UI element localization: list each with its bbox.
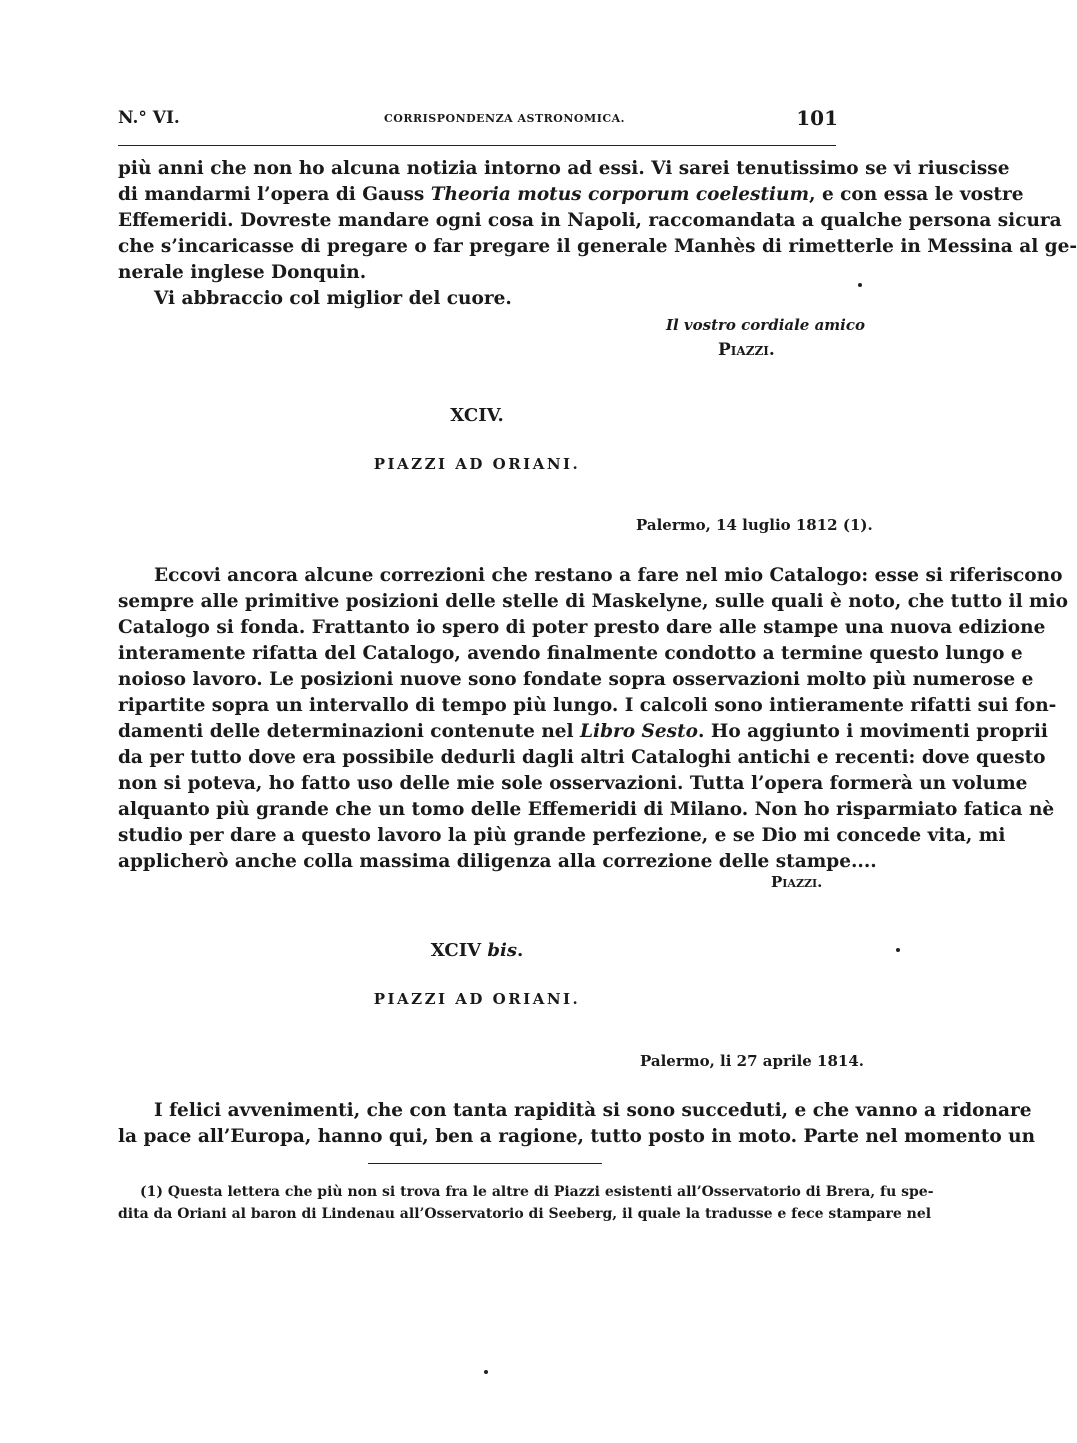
text-line: noioso lavoro. Le posizioni nuove sono fondate sopra osservazioni molto più numerose e [118,669,1034,690]
text-line: Eccovi ancora alcune correzioni che restano a fare nel mio Catalogo: esse si riferiscono [154,565,1063,586]
text-line: damenti delle determinazioni contenute nel Libro Sesto. Ho aggiunto i movimenti proprii [118,721,1048,742]
footnote-rule [368,1163,602,1164]
text-line: Effemeridi. Dovreste mandare ogni cosa in Napoli, raccomandata a qualche persona sicura [118,210,1062,231]
letter-title: PIAZZI AD ORIANI. [373,990,581,1008]
text-line: più anni che non ho alcuna notizia intorno ad essi. Vi sarei tenutissimo se vi riuscisse [118,158,1010,179]
text-line: I felici avvenimenti, che con tanta rapidità si sono succeduti, e che vanno a ridonare [154,1100,1032,1121]
footnote-line: dita da Oriani al baron di Lindenau all’Osservatorio di Seeberg, il quale la tradusse e fece stampare nel [118,1206,932,1222]
running-title: CORRISPONDENZA ASTRONOMICA. [384,112,625,125]
scan-speck [484,1370,488,1374]
header-rule [118,145,836,146]
valediction: Il vostro cordiale amico [666,316,865,334]
closing-line: Vi abbraccio col miglior del cuore. [154,288,512,309]
signature: Piazzi. [771,873,823,891]
letter-number: XCIV. [450,405,504,426]
text-line: interamente rifatta del Catalogo, avendo finalmente condotto a termine questo lungo e [118,643,1023,664]
text-line: nerale inglese Donquin. [118,262,367,283]
text-line: studio per dare a questo lavoro la più grande perfezione, e se Dio mi concede vita, mi [118,825,1006,846]
page-number: 101 [796,106,838,130]
text-line: alquanto più grande che un tomo delle Effemeridi di Milano. Non ho risparmiato fatica nè [118,799,1055,820]
text-line: la pace all’Europa, hanno qui, ben a ragione, tutto posto in moto. Parte nel momento un [118,1126,1036,1147]
letter-title: PIAZZI AD ORIANI. [373,455,581,473]
scan-speck [858,283,862,287]
letter-date: Palermo, 14 luglio 1812 (1). [636,516,873,534]
text-line: da per tutto dove era possibile dedurli dagli altri Cataloghi antichi e recenti: dove questo [118,747,1046,768]
signature: Piazzi. [718,340,775,360]
text-line: di mandarmi l’opera di Gauss Theoria motus corporum coelestium, e con essa le vostre [118,184,1024,205]
letter-number: XCIV bis. [430,940,524,961]
scan-speck [896,948,900,952]
running-header [118,106,838,134]
text-line: ripartite sopra un intervallo di tempo più lungo. I calcoli sono intieramente rifatti sui fon- [118,695,1057,716]
text-line: che s’incaricasse di pregare o far pregare il generale Manhès di rimetterle in Messina al ge- [118,236,1077,257]
section-number: N.° VI. [118,108,180,128]
text-line: non si poteva, ho fatto uso delle mie sole osservazioni. Tutta l’opera formerà un volume [118,773,1028,794]
text-line: sempre alle primitive posizioni delle stelle di Maskelyne, sulle quali è noto, che tutto il mio [118,591,1068,612]
text-line: Catalogo si fonda. Frattanto io spero di poter presto dare alle stampe una nuova edizione [118,617,1046,638]
letter-date: Palermo, li 27 aprile 1814. [640,1052,865,1070]
text-line: applicherò anche colla massima diligenza alla correzione delle stampe.... [118,851,877,872]
footnote-line: (1) Questa lettera che più non si trova fra le altre di Piazzi esistenti all’Osservatorio di Brera, fu spe- [140,1184,934,1200]
